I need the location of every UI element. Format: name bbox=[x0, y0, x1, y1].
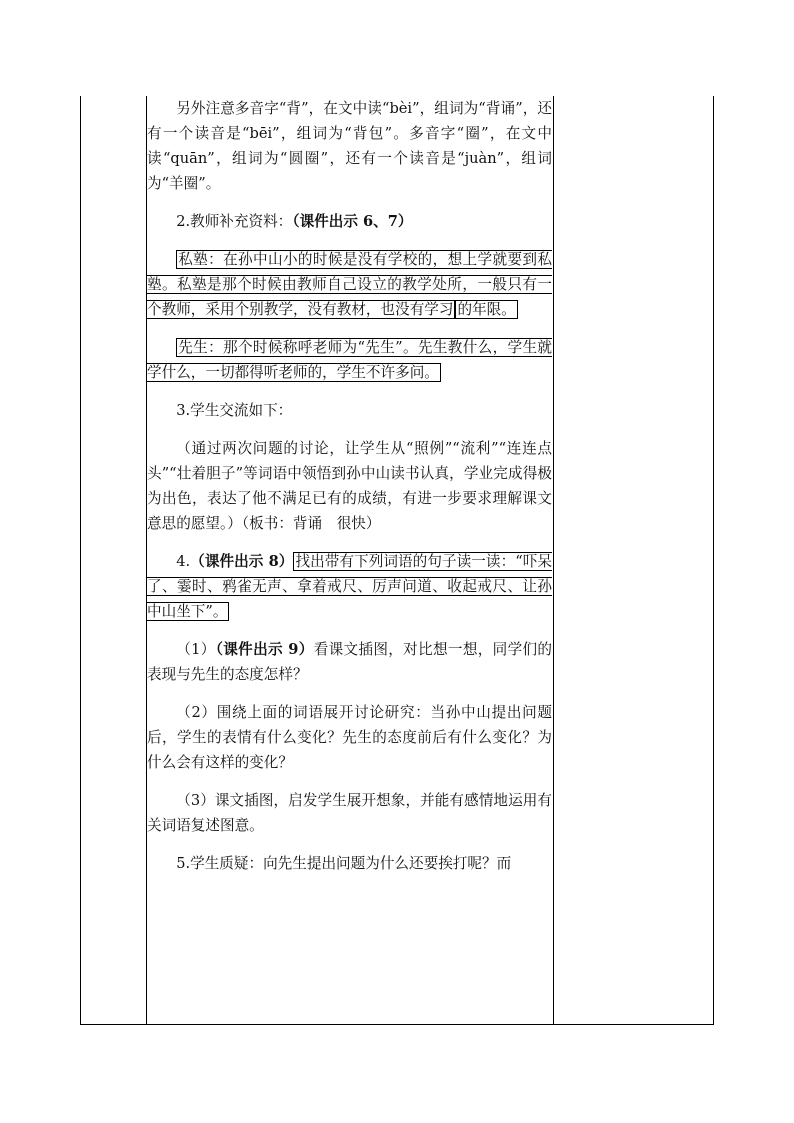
paragraph-polyphone: 另外注意多音字“背”，在文中读“bèi”，组词为“背诵”，还有一个读音是“bēi”，组词为“背包”。多音字“圈”，在文中读“quān”，组词为“圆圈”，还有一个读音是“juàn”，组词为“羊圈”。 bbox=[147, 100, 552, 192]
boxed-note-sishu bbox=[147, 247, 552, 322]
sishu-text-end: 的年限。 bbox=[457, 301, 516, 318]
table-left-border bbox=[80, 96, 81, 1025]
teacher-material-label: 2.教师补充资料： bbox=[176, 213, 293, 230]
find-sentences-text: 找出带有下列词语的句子读一读：“吓呆了、霎时、鸦雀无声、拿着戒尺、厉声问道、收起戒尺、让孙中山坐下”。 bbox=[147, 553, 552, 620]
paragraph-teacher-material bbox=[147, 209, 552, 234]
sishu-text: 私塾：在孙中山小的时候是没有学校的，想上学就要到私塾。私塾是那个时候由教师自己设立的教学处所，一般只有一个教师，采用个别教学，没有教材，也没有学习 bbox=[147, 251, 552, 318]
paragraph-student-question: 5.学生质疑：向先生提出问题为什么还要挨打呢？而 bbox=[176, 855, 512, 872]
paragraph-illustration-compare bbox=[147, 637, 552, 687]
table-bottom-border bbox=[80, 1024, 714, 1025]
courseware-note: （课件出示 8） bbox=[190, 553, 294, 570]
table-right-border bbox=[713, 96, 714, 1025]
table-column-divider bbox=[553, 96, 554, 1025]
paragraph-discussion: （通过两次问题的讨论，让学生从“照例”“流利”“连连点头”“壮着胆子”等词语中领悟到孙中山读书认真，学业完成得极为出色，表达了他不满足已有的成绩，有进一步要求理解课文意思的愿望。）（板书：背诵 很快） bbox=[147, 440, 552, 532]
boxed-note-xiansheng bbox=[147, 335, 552, 385]
paragraph-retell: （3）课文插图，启发学生展开想象，并能有感情地运用有关词语复述图意。 bbox=[147, 792, 552, 834]
item-number: 4. bbox=[176, 553, 191, 570]
paragraph-student-exchange: 3.学生交流如下： bbox=[176, 402, 293, 419]
courseware-note: （课件出示 6、7） bbox=[292, 213, 413, 230]
illustration-compare-text: 看课文插图，对比想一想，同学们的表现与先生的态度怎样？ bbox=[147, 641, 552, 683]
courseware-note: （课件出示 9） bbox=[215, 641, 314, 658]
item-number: （1） bbox=[176, 641, 216, 658]
lesson-content bbox=[147, 96, 552, 889]
paragraph-word-discussion: （2）围绕上面的词语展开讨论研究：当孙中山提出问题后，学生的表情有什么变化？先生的态度前后有什么变化？为什么会有这样的变化？ bbox=[147, 704, 552, 771]
xiansheng-text: 先生：那个时候称呼老师为“先生”。先生教什么，学生就学什么，一切都得听老师的，学生不许多问。 bbox=[147, 339, 552, 381]
paragraph-find-sentences bbox=[147, 549, 552, 624]
